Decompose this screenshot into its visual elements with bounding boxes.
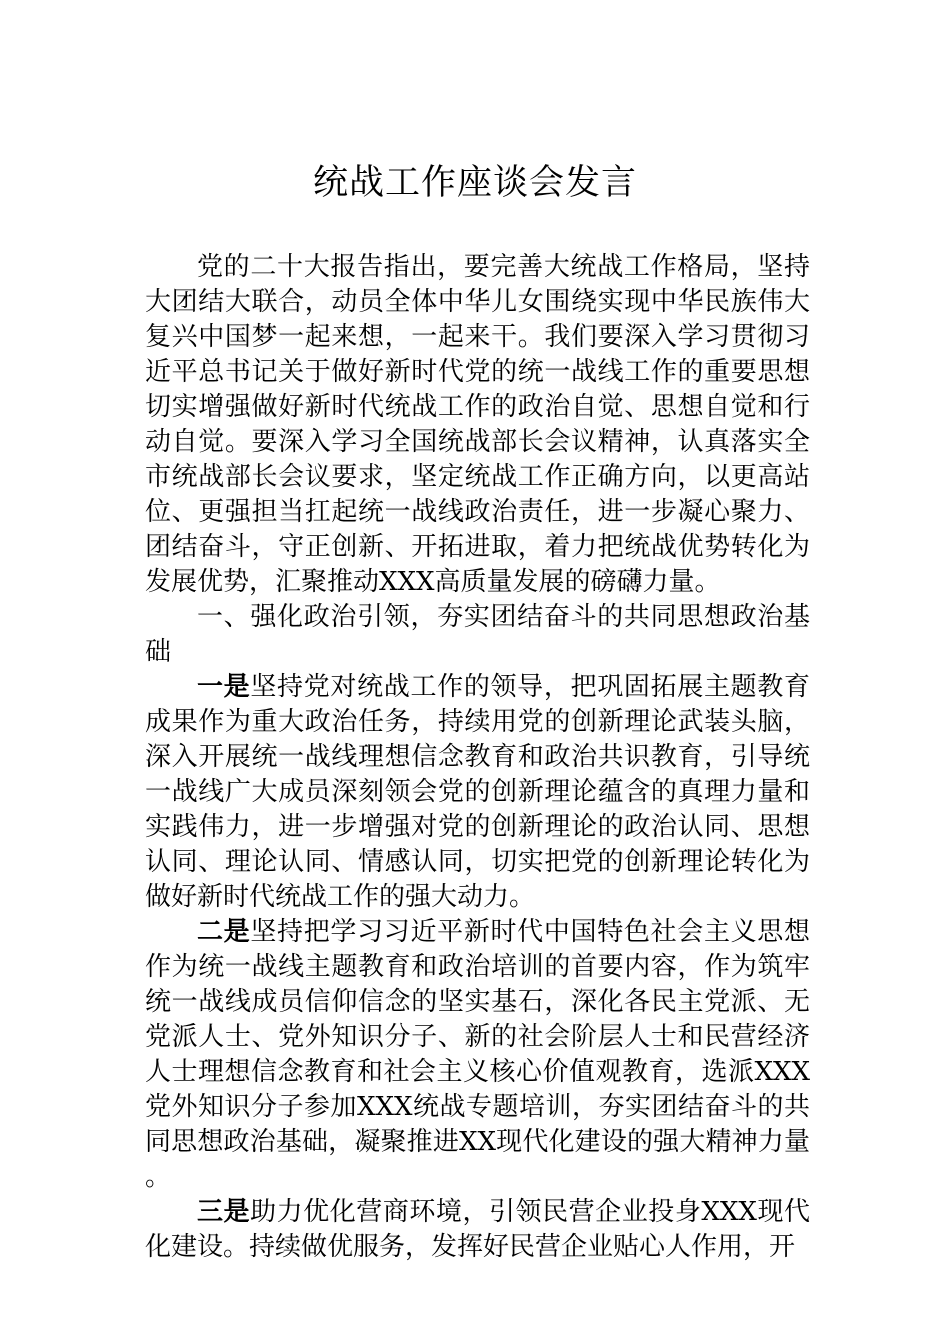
paragraph-text: 坚持把学习习近平新时代中国特色社会主义思想作为统一战线主题教育和政治培训的首要内容，作为筑牢统一战线成员信仰信念的坚实基石，深化各民主党派、无党派人士、党外知识分子、新的社会阶层人士和民营经济人士理想信念教育和社会主义核心价值观教育，选派XXX党外知识分子参加XXX统战专题培训，夯实团结奋斗的共同思想政治基础，凝聚推进XX现代化建设的强大精神力量。 [145,917,810,1192]
paragraph-text: 助力优化营商环境，引领民营企业投身XXX现代化建设。持续做优服务，发挥好民营企业贴心人作用，开 [145,1197,810,1262]
paragraph-point-3 [145,1195,810,1265]
paragraph-lead: 二是 [197,917,251,947]
paragraph-text: 坚持党对统战工作的领导，把巩固拓展主题教育成果作为重大政治任务，持续用党的创新理论武装头脑，深入开展统一战线理想信念教育和政治共识教育，引导统一战线广大成员深刻领会党的创新理论蕴含的真理力量和实践伟力，进一步增强对党的创新理论的政治认同、思想认同、理论认同、情感认同，切实把党的创新理论转化为做好新时代统战工作的强大动力。 [145,672,810,912]
paragraph-text: 党的二十大报告指出，要完善大统战工作格局，坚持大团结大联合，动员全体中华儿女围绕实现中华民族伟大复兴中国梦一起来想，一起来干。我们要深入学习贯彻习近平总书记关于做好新时代党的统一战线工作的重要思想切实增强做好新时代统战工作的政治自觉、思想自觉和行动自觉。要深入学习全国统战部长会议精神，认真落实全市统战部长会议要求，坚定统战工作正确方向，以更高站位、更强担当扛起统一战线政治责任，进一步凝心聚力、团结奋斗，守正创新、开拓进取，着力把统战优势转化为发展优势，汇聚推动XXX高质量发展的磅礴力量。 [145,252,810,597]
document-title: 统战工作座谈会发言 [312,163,637,203]
paragraph-point-1 [145,670,810,915]
document-body [145,250,810,1265]
section-heading [145,600,810,670]
paragraph-lead: 三是 [197,1197,251,1227]
paragraph-point-2 [145,915,810,1195]
section-heading-text: 一、强化政治引领，夯实团结奋斗的共同思想政治基础 [145,602,810,667]
paragraph-intro [145,250,810,600]
paragraph-lead: 一是 [197,672,251,702]
